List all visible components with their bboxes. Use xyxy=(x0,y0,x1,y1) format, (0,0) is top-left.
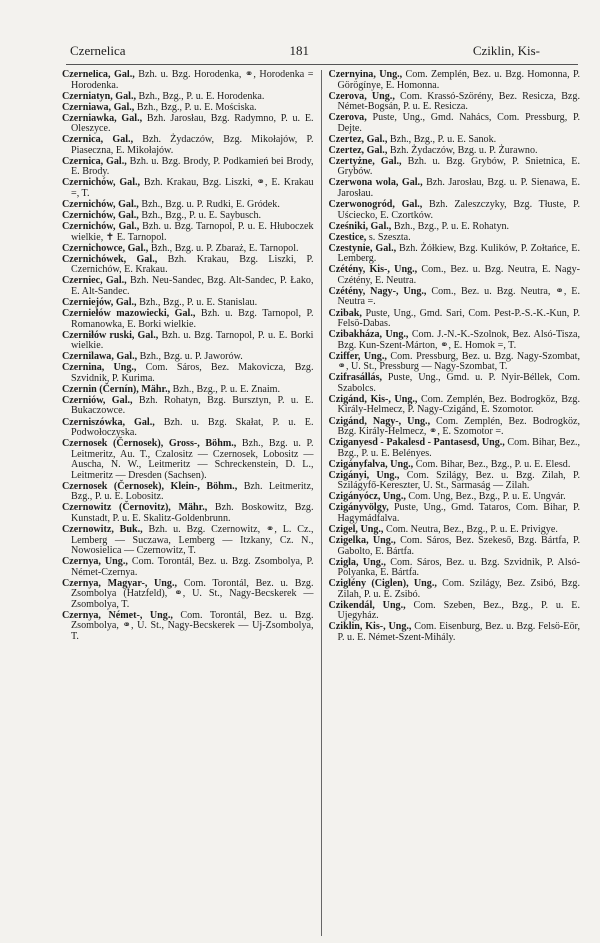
entry-headword: Czernina, Ung., xyxy=(62,362,146,374)
entry-headword: Czernichów, Gal., xyxy=(62,221,143,233)
gazetteer-entry xyxy=(62,200,314,211)
two-column-body xyxy=(62,70,580,936)
entry-headword: Czertyżne, Gal., xyxy=(328,155,408,167)
entry-headword: Czernya, Ung., xyxy=(62,556,132,568)
entry-details: Bzh., Bzg., P. u. E. Znaim. xyxy=(172,383,281,395)
entry-details: Bzh. Żydaczów, Bzg. Mikołajów, P. Piaseczna, E. Mikołajów. xyxy=(71,134,314,156)
entry-details: Bzh. u. Bzg. Skałat, P. u. E. Podwołoczyska. xyxy=(71,416,314,439)
entry-headword: Czerniów, Gal., xyxy=(62,394,139,406)
gazetteer-entry xyxy=(329,492,581,503)
gazetteer-entry xyxy=(62,503,314,524)
entry-details: Bzh., Bzg. u. P. Zbaraż, E. Tarnopol. xyxy=(150,242,299,254)
entry-details: Bzh. Żółkiew, Bzg. Kulików, P. Zołtańce, E. Lemberg. xyxy=(337,242,580,265)
entry-headword: Czétény, Nagy-, Ung., xyxy=(328,285,432,297)
gazetteer-entry xyxy=(329,135,581,146)
entry-headword: Czerniszówka, Gal., xyxy=(62,416,164,428)
entry-headword: Cziklin, Kis-, Ung., xyxy=(328,621,415,633)
gazetteer-entry xyxy=(329,146,581,157)
gazetteer-entry xyxy=(62,298,314,309)
entry-details: Com. Torontál, Bez. u. Bzg. Zsombolya (Hatzfeld), ⚭, U. St., Nagy-Becskerek — Zsombolya, T. xyxy=(71,577,314,610)
entry-headword: Czigányócz, Ung., xyxy=(328,491,409,503)
entry-headword: Czernichów, Gal., xyxy=(62,199,142,211)
running-header xyxy=(70,43,540,61)
entry-headword: Czernosek (Černosek), Klein-, Böhm., xyxy=(62,480,244,492)
gazetteer-entry xyxy=(329,352,581,373)
page-number: 181 xyxy=(289,43,309,58)
entry-details: Bzh., Bzg., P. u. E. Mościska. xyxy=(136,101,257,113)
gazetteer-entry xyxy=(329,579,581,600)
gazetteer-entry xyxy=(329,178,581,199)
gazetteer-entry xyxy=(329,460,581,471)
gazetteer-entry xyxy=(329,503,581,524)
entry-details: Bzh. u. Bzg. Czernowitz, ⚭, L. Cz., Lemberg — Suczawa, Lemberg — Itzkany, Cz. N., Nowosielica — Czernowitz, T. xyxy=(71,523,314,557)
gazetteer-entry xyxy=(329,471,581,492)
entry-headword: Czernyina, Ung., xyxy=(328,70,406,80)
entry-details: Bzh. u. Bzg. Tarnopol, P. u. E. Hłuboczek wielkie, ✝ E. Tarnopol. xyxy=(71,221,314,243)
entry-details: Com. Pressburg, Bez. u. Bzg. Nagy-Szombat, ⚭, U. St., Pressburg — Nagy-Szombat, T. xyxy=(337,350,580,373)
entry-headword: Czibak, xyxy=(328,307,366,319)
gazetteer-entry xyxy=(329,222,581,233)
entry-headword: Czernowitz (Černovitz), Mähr., xyxy=(62,502,215,514)
gazetteer-entry xyxy=(329,157,581,178)
entry-details: Bzh. u. Bzg. Grybów, P. Snietnica, E. Grybów. xyxy=(337,155,580,178)
entry-headword: Czernichów, Gal., xyxy=(62,210,142,222)
entry-headword: Czernowitz, Buk., xyxy=(62,523,149,535)
entry-details: Com. Ung, Bez., Bzg., P. u. E. Ungvár. xyxy=(408,491,566,503)
entry-headword: Czigányvölgy, xyxy=(328,502,394,514)
entry-details: Bzh., Bzg., P. u. E. Rohatyn. xyxy=(393,220,510,232)
header-rule xyxy=(66,64,578,65)
entry-details: Bzh., Bzg., P. u. E. Stanislau. xyxy=(139,296,258,308)
gazetteer-entry xyxy=(329,622,581,643)
gazetteer-entry xyxy=(62,157,314,178)
gazetteer-entry xyxy=(62,418,314,439)
gazetteer-entry xyxy=(62,331,314,352)
entry-details: Com. Sáros, Bez. u. Bzg. Szvidnik, P. Alsó-Polyanka, E. Bártfa. xyxy=(337,556,580,579)
entry-headword: Czernichowce, Gal., xyxy=(62,242,151,254)
entry-headword: Czernya, Német-, Ung., xyxy=(62,609,181,621)
gazetteer-entry xyxy=(329,233,581,244)
entry-details: Bzh. Jarosłau, Bzg. u. P. Sienawa, E. Jarosłau. xyxy=(337,177,580,200)
entry-headword: Czerova, Ung., xyxy=(328,90,400,102)
gazetteer-entry xyxy=(62,611,314,643)
entry-details: Com. Zemplén, Bez. Bodrogköz, Bzg. Király-Helmecz, ⚭, E. Szomotor =. xyxy=(337,415,580,438)
gazetteer-entry xyxy=(62,385,314,396)
gazetteer-entry xyxy=(329,92,581,113)
entry-headword: Czerniełów mazowiecki, Gal., xyxy=(62,308,201,320)
entry-headword: Czernosek (Černosek), Gross-, Böhm., xyxy=(62,438,242,450)
gazetteer-entry xyxy=(329,536,581,557)
entry-headword: Czerniłów ruski, Gal., xyxy=(62,329,162,341)
entry-details: Bzh. Neu-Sandec, Bzg. Alt-Sandec, P. Łako, E. Alt-Sandec. xyxy=(71,275,314,297)
entry-details: Com. Zemplén, Bez. Bodrogköz, Bzg. Király-Helmecz, P. Nagy-Czigánd, E. Szomotor. xyxy=(337,393,580,416)
entry-details: Puste, Ung., Gmd. u. P. Nyir-Béllek, Com. Szabolcs. xyxy=(337,372,580,394)
entry-headword: Czernin (Černín), Mähr., xyxy=(62,383,173,395)
entry-details: Bzh. u. Bzg. Brody, P. Podkamień bei Brody, E. Brody. xyxy=(71,155,314,178)
entry-details: Bzh., Bzg., P. u. E. Sanok. xyxy=(389,133,497,145)
entry-details: Bzh., Bzg., P. u. E. Saybusch. xyxy=(141,210,262,222)
entry-details: Com. Bihar, Bez., Bzg., P. u. E. Belényes. xyxy=(337,437,580,459)
entry-headword: Czerova, xyxy=(328,112,373,124)
right-column xyxy=(322,70,581,936)
entry-headword: Cześniki, Gal., xyxy=(328,220,394,232)
entry-details: Com., Bez. u. Bzg. Neutra, E. Nagy-Czétény, E. Neutra. xyxy=(337,264,580,286)
gazetteer-entry xyxy=(329,70,581,91)
gazetteer-entry xyxy=(329,200,581,221)
entry-details: Com. Bihar, Bez., Bzg., P. u. E. Elesd. xyxy=(415,458,571,470)
entry-headword: Czerwonogród, Gal., xyxy=(328,199,429,211)
gazetteer-entry xyxy=(329,287,581,308)
gazetteer-entry xyxy=(62,114,314,135)
gazetteer-entry xyxy=(62,244,314,255)
entry-details: Puste, Ung., Gmd. Nahács, Com. Pressburg, P. Dejte. xyxy=(337,112,580,134)
gazetteer-entry xyxy=(62,276,314,297)
gazetteer-entry xyxy=(62,363,314,384)
gazetteer-entry xyxy=(329,417,581,438)
entry-details: Bzh. Leitmeritz, Bzg., P. u. E. Lobositz. xyxy=(71,480,314,503)
gazetteer-entry xyxy=(62,103,314,114)
entry-headword: Czigányi, Ung., xyxy=(328,469,407,481)
gazetteer-entry xyxy=(329,373,581,394)
entry-details: Com. Sáros, Bez. Szekeső, Bzg. Bártfa, P. Gabolto, E. Bártfa. xyxy=(337,535,580,557)
gazetteer-entry xyxy=(62,211,314,222)
gazetteer-entry xyxy=(62,178,314,199)
entry-details: Bzh. u. Bzg. Tarnopol, P. u. E. Borki wielkie. xyxy=(71,329,314,352)
entry-details: Com., Bez. u. Bzg. Neutra, ⚭, E. Neutra =. xyxy=(337,285,580,308)
gazetteer-entry xyxy=(329,558,581,579)
entry-details: Com. Neutra, Bez., Bzg., P. u. E. Privigye. xyxy=(385,523,558,535)
entry-details: Bzh. Jarosłau, Bzg. Radymno, P. u. E. Oleszyce. xyxy=(71,112,314,135)
entry-headword: Czibakháza, Ung., xyxy=(328,329,412,341)
entry-headword: Czernichów, Gal., xyxy=(62,177,144,189)
gazetteer-entry xyxy=(62,222,314,243)
entry-details: Bzh. Rohatyn, Bzg. Bursztyn, P. u. E. Bukaczowce. xyxy=(71,394,314,417)
entry-details: Bzh. u. Bzg. Horodenka, ⚭, Horodenka = Horodenka. xyxy=(71,70,314,91)
gazetteer-entry xyxy=(329,309,581,330)
entry-headword: Czigelka, Ung., xyxy=(328,535,401,547)
header-right-keyword: Cziklin, Kis- xyxy=(472,43,540,58)
entry-details: Com. J.-N.-K.-Szolnok, Bez. Alsó-Tisza, Bzg. Kun-Szent-Márton, ⚭, E. Homok =, T. xyxy=(337,329,580,351)
entry-details: Bzh. Żydaczów, Bzg. u. P. Żurawno. xyxy=(389,144,538,156)
gazetteer-entry xyxy=(62,92,314,103)
entry-headword: Czigányfalva, Ung., xyxy=(328,458,416,470)
gazetteer-entry xyxy=(62,482,314,503)
gazetteer-entry xyxy=(62,396,314,417)
entry-headword: Czertez, Gal., xyxy=(328,144,390,156)
entry-headword: Czerwona wola, Gal., xyxy=(328,177,427,189)
gazetteer-entry xyxy=(62,439,314,481)
entry-details: Com. Torontál, Bez. u. Bzg. Zsombolya, ⚭, U. St., Nagy-Becskerek — Uj-Zsombolya, T. xyxy=(71,609,314,642)
gazetteer-entry xyxy=(62,579,314,611)
entry-details: Com. Szeben, Bez., Bzg., P. u. E. Ujegyház. xyxy=(337,599,580,622)
entry-details: Bzh. Krakau, Bzg. Liszki, ⚭, E. Krakau =, T. xyxy=(71,177,314,200)
entry-details: Bzh. u. Bzg. Tarnopol, P. Romanowka, E. Borki wielkie. xyxy=(71,308,314,330)
gazetteer-entry xyxy=(329,395,581,416)
entry-details: Puste, Ung., Gmd. Tataros, Com. Bihar, P. Hagymádfalva. xyxy=(337,502,580,524)
left-column xyxy=(62,70,321,936)
entry-headword: Czigla, Ung., xyxy=(328,556,391,568)
gazetteer-entry xyxy=(329,330,581,351)
entry-details: Com. Torontál, Bez. u. Bzg. Zsombolya, P. Német-Czernya. xyxy=(71,556,314,578)
entry-headword: Cziganyesd - Pakalesd - Pantasesd, Ung., xyxy=(328,437,508,449)
entry-headword: Czerniawka, Gal., xyxy=(62,112,147,124)
gazetteer-entry xyxy=(62,309,314,330)
gazetteer-entry xyxy=(62,255,314,276)
entry-headword: Czernica, Gal., xyxy=(62,134,143,146)
entry-headword: Czigánd, Kis-, Ung., xyxy=(328,393,421,405)
entry-headword: Czerniatyn, Gal., xyxy=(62,90,139,102)
gazetteer-entry xyxy=(329,601,581,622)
entry-details: Bzh. Zaleszczyky, Bzg. Tłuste, P. Uściecko, E. Czortków. xyxy=(337,199,580,221)
gazetteer-entry xyxy=(329,525,581,536)
entry-headword: Czétény, Kis-, Ung., xyxy=(328,264,422,276)
entry-details: Com. Szilágy, Bez. Zsibó, Bzg. Zilah, P. u. E. Zsibó. xyxy=(337,578,580,600)
entry-details: Bzh. Boskowitz, Bzg. Kunstadt, P. u. E. Skalitz-Goldenbrunn. xyxy=(71,502,314,524)
gazetteer-entry xyxy=(62,525,314,557)
entry-headword: Czigel, Ung., xyxy=(328,523,386,535)
entry-headword: Czifrasállás, xyxy=(328,372,388,384)
entry-headword: Czigánd, Nagy-, Ung., xyxy=(328,415,437,427)
gazetteer-entry xyxy=(62,135,314,156)
entry-headword: Czerniec, Gal., xyxy=(62,275,130,287)
entry-headword: Czestice, xyxy=(328,231,369,243)
entry-headword: Czernya, Magyar-, Ung., xyxy=(62,577,184,589)
entry-details: s. Szeszta. xyxy=(368,231,411,243)
entry-headword: Czerniejów, Gal., xyxy=(62,296,140,308)
entry-details: Com. Eisenburg, Bez. u. Bzg. Felsö-Eör, P. u. E. Német-Szent-Mihály. xyxy=(337,621,580,643)
entry-headword: Cziglény (Ciglen), Ung., xyxy=(328,578,443,590)
gazetteer-entry xyxy=(329,265,581,286)
gazetteer-entry xyxy=(329,113,581,134)
entry-headword: Czertez, Gal., xyxy=(328,133,390,145)
entry-headword: Czernica, Gal., xyxy=(62,155,130,167)
entry-details: Bzh., Bzg., P. u. E. Horodenka. xyxy=(138,90,265,102)
entry-headword: Czernilawa, Gal., xyxy=(62,351,140,363)
entry-headword: Czerniawa, Gal., xyxy=(62,101,137,113)
entry-details: Puste, Ung., Gmd. Sari, Com. Pest-P.-S.-K.-Kun, P. Felsö-Dabas. xyxy=(337,307,580,330)
entry-details: Bzh., Bzg. u. P. Leitmeritz, Au. T., Czalositz — Czernosek, Lobositz — Auscha, N. W., Leitmeritz — Schreckenstein, D. L., Leitmeritz — Dresden (Sachsen). xyxy=(71,438,314,481)
gazetteer-entry xyxy=(329,438,581,459)
entry-details: Com. Krassó-Szörény, Bez. Resicza, Bzg. Német-Bogsán, P. u. E. Resicza. xyxy=(337,90,580,113)
entry-headword: Czestynie, Gal., xyxy=(328,242,399,254)
gazetteer-entry xyxy=(329,244,581,265)
entry-details: Bzh., Bzg. u. P. Jaworów. xyxy=(139,351,243,363)
entry-headword: Czernichówek, Gal., xyxy=(62,253,168,265)
entry-headword: Czikendál, Ung., xyxy=(328,599,414,611)
gazetteer-entry xyxy=(62,70,314,91)
entry-headword: Czernelica, Gal., xyxy=(62,70,139,80)
entry-details: Com. Sáros, Bez. Makovicza, Bzg. Szvidnik, P. Kurima. xyxy=(71,362,314,384)
gazetteer-entry xyxy=(62,557,314,578)
entry-headword: Cziffer, Ung., xyxy=(328,350,391,362)
gazetteer-entry xyxy=(62,352,314,363)
entry-details: Bzh., Bzg. u. P. Rudki, E. Gródek. xyxy=(141,199,280,211)
entry-details: Com. Zemplén, Bez. u. Bzg. Homonna, P. Görögínye, E. Homonna. xyxy=(337,70,580,91)
header-left-keyword: Czernelica xyxy=(70,43,126,58)
entry-details: Com. Szilágy, Bez. u. Bzg. Zilah, P. Szilágyfő-Kereszter, U. St., Sarmaság — Zilah. xyxy=(337,469,580,492)
entry-details: Bzh. Krakau, Bzg. Liszki, P. Czernichów, E. Krakau. xyxy=(71,253,314,276)
